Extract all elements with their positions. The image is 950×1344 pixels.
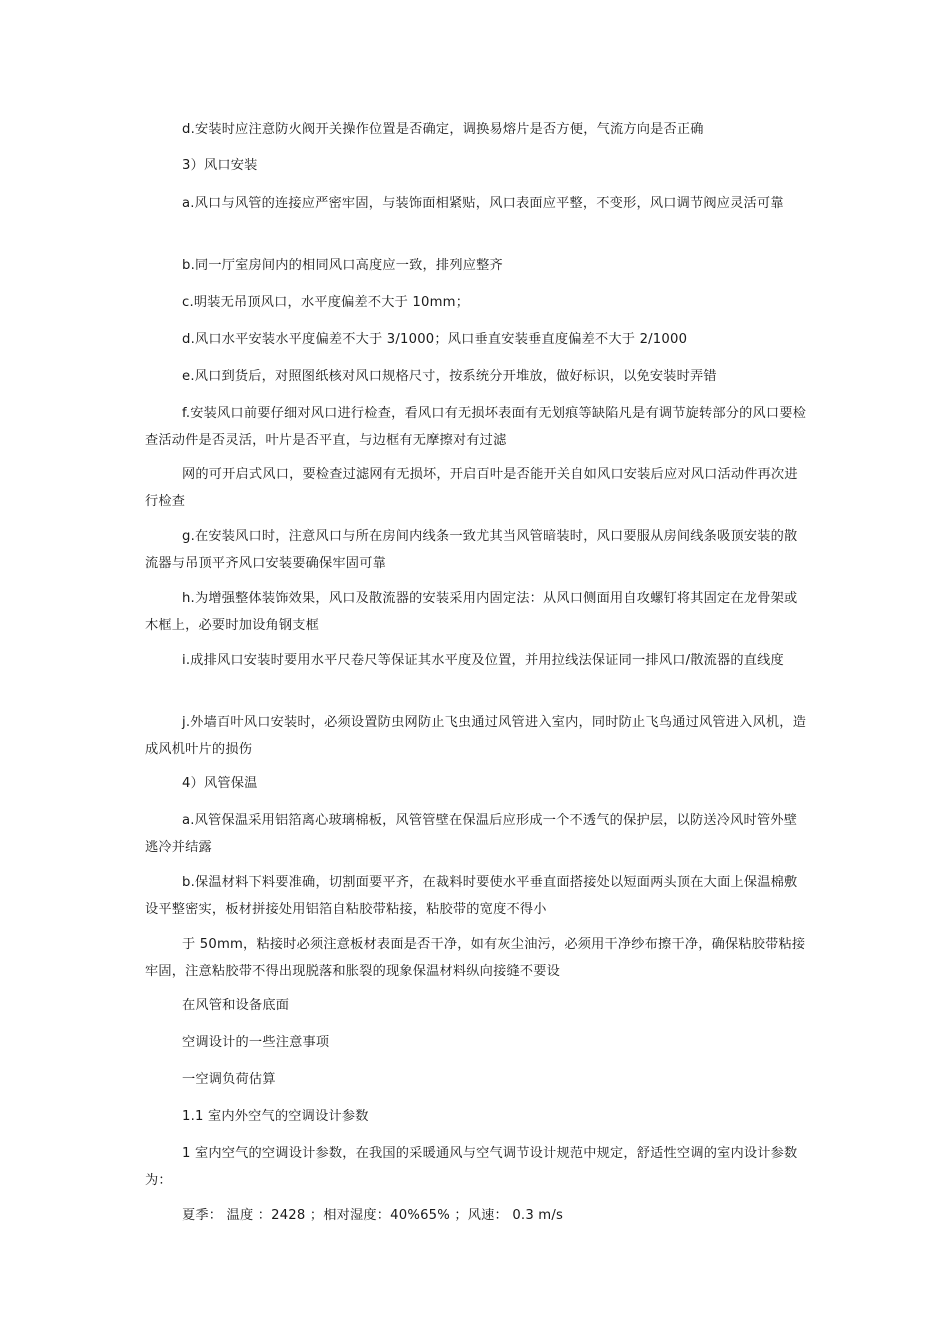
paragraph-outlet-c: c.明装无吊顶风口，水平度偏差不大于 10mm； <box>182 295 470 310</box>
heading-ac-load-estimation: 一空调负荷估算 <box>182 1072 276 1087</box>
paragraph-outlet-j: j.外墙百叶风口安装时，必须设置防虫网防止飞虫通过风管进入室内，同时防止飞鸟通过风管进入风机，造成风机叶片的损伤 <box>145 715 807 757</box>
paragraph-outlet-a: a.风口与风管的连接应严密牢固，与装饰面相紧贴，风口表面应平整，不变形，风口调节阀应灵活可靠 <box>182 196 784 211</box>
heading-duct-insulation: 4）风管保温 <box>182 776 258 791</box>
paragraph-indoor-parameters: 1 室内空气的空调设计参数，在我国的采暖通风与空气调节设计规范中规定，舒适性空调的室内设计参数为： <box>145 1146 798 1188</box>
heading-design-parameters: 1.1 室内外空气的空调设计参数 <box>182 1109 369 1124</box>
paragraph-summer-parameters: 夏季： 温度 ：2428 ；相对湿度：40%65% ；风速： 0.3 m/s <box>182 1208 564 1223</box>
heading-ac-design-notes: 空调设计的一些注意事项 <box>182 1035 330 1050</box>
paragraph-outlet-f-cont: 网的可开启式风口，要检查过滤网有无损坏，开启百叶是否能开关自如风口安装后应对风口活动件再次进行检查 <box>145 467 798 509</box>
paragraph-insulation-b-cont: 于 50mm，粘接时必须注意板材表面是否干净，如有灰尘油污，必须用干净纱布擦干净，确保粘胶带粘接牢固，注意粘胶带不得出现脱落和胀裂的现象保温材料纵向接缝不要设 <box>145 937 806 979</box>
paragraph-outlet-h: h.为增强整体装饰效果，风口及散流器的安装采用内固定法：从风口侧面用自攻螺钉将其固定在龙骨架或木框上，必要时加设角钢支框 <box>145 591 798 633</box>
paragraph-insulation-b-end: 在风管和设备底面 <box>182 998 290 1013</box>
paragraph-fire-damper-d: d.安装时应注意防火阀开关操作位置是否确定，调换易熔片是否方便，气流方向是否正确 <box>182 122 704 137</box>
paragraph-outlet-e: e.风口到货后，对照图纸核对风口规格尺寸，按系统分开堆放，做好标识，以免安装时弄错 <box>182 369 717 384</box>
heading-air-outlet-installation: 3）风口安装 <box>182 158 258 173</box>
paragraph-outlet-g: g.在安装风口时，注意风口与所在房间内线条一致尤其当风管暗装时，风口要服从房间线条吸顶安装的散流器与吊顶平齐风口安装要确保牢固可靠 <box>145 529 798 571</box>
paragraph-insulation-a: a.风管保温采用铝箔离心玻璃棉板，风管管壁在保温后应形成一个不透气的保护层，以防送冷风时管外壁逃冷并结露 <box>145 813 798 855</box>
paragraph-outlet-i: i.成排风口安装时要用水平尺卷尺等保证其水平度及位置，并用拉线法保证同一排风口/散流器的直线度 <box>182 653 784 668</box>
paragraph-outlet-d: d.风口水平安装水平度偏差不大于 3/1000；风口垂直安装垂直度偏差不大于 2/1000 <box>182 332 688 347</box>
paragraph-insulation-b: b.保温材料下料要准确，切割面要平齐，在裁料时要使水平垂直面搭接处以短面两头顶在大面上保温棉敷设平整密实，板材拼接处用铝箔自粘胶带粘接，粘胶带的宽度不得小 <box>145 875 798 917</box>
paragraph-outlet-b: b.同一厅室房间内的相同风口高度应一致，排列应整齐 <box>182 258 503 273</box>
paragraph-outlet-f: f.安装风口前要仔细对风口进行检查，看风口有无损坏表面有无划痕等缺陷凡是有调节旋转部分的风口要检查活动件是否灵活，叶片是否平直，与边框有无摩擦对有过滤 <box>145 406 807 448</box>
